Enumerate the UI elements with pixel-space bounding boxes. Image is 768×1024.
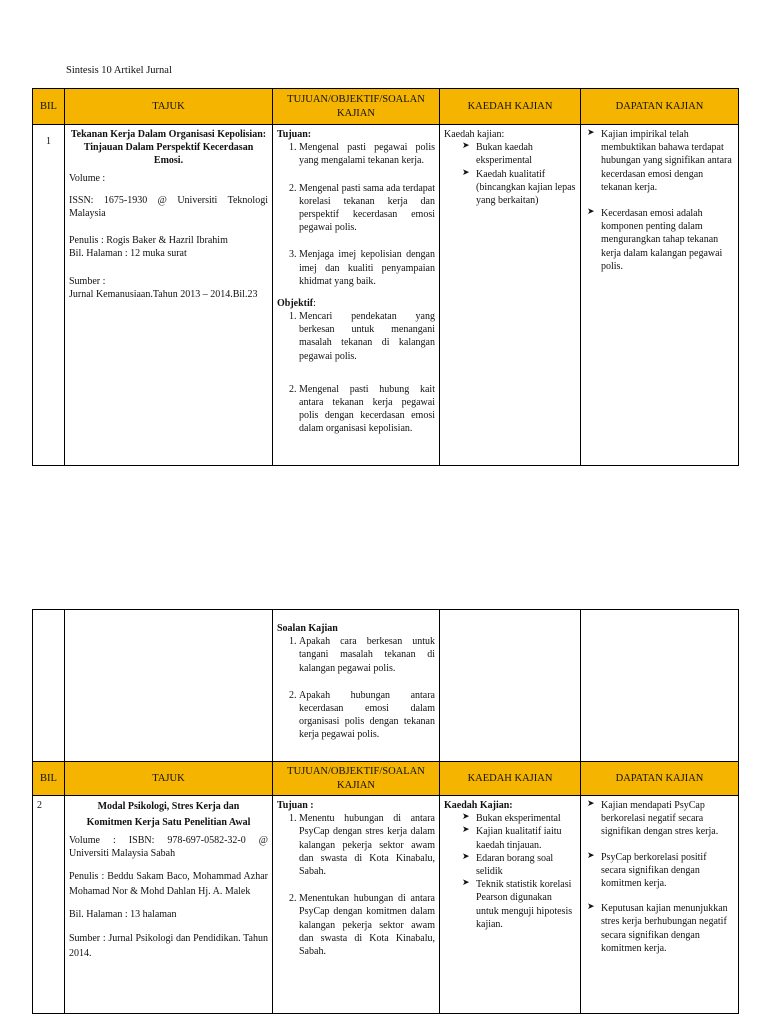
volume: Volume : ISBN: 978-697-0582-32-0 @ Universiti Malaysia Sabah <box>69 835 268 860</box>
sumber-label: Sumber : <box>69 275 106 287</box>
document-title: Sintesis 10 Artikel Jurnal <box>66 65 172 76</box>
header-tajuk: TAJUK <box>65 89 273 125</box>
list-item: ➤ Edaran borang soal selidik <box>462 851 554 877</box>
kaedah-list <box>444 141 576 207</box>
arrowhead-bullet-icon: ➤ <box>587 799 595 809</box>
list-item: 1. Menentu hubungan di antara PsyCap dengan stres kerja dalam kalangan pekerja sektor awam dan swasta di Kota Kinabalu, Sabah. <box>299 812 435 878</box>
list-item: 2. Mengenal pasti hubung kait antara tekanan kerja pegawai polis dengan kecerdasan emosi dalam organisasi kepolisian. <box>299 383 435 436</box>
penulis: Penulis : Beddu Sakam Baco, Mohammad Azhar Mohamad Nor & Mohd Dahlan Hj. A. Malek <box>69 871 268 898</box>
row-number <box>33 610 65 762</box>
halaman: Bil. Halaman : 13 halaman <box>69 909 177 921</box>
objektif-list <box>277 310 435 436</box>
list-item: 2. Menentukan hubungan di antara PsyCap dengan komitmen dalam kalangan pekerja sektor awam dan swasta di Kota Kinabalu, Sabah. <box>299 892 435 958</box>
dapatan-list <box>585 799 734 955</box>
soalan-cell <box>273 610 440 762</box>
tujuan-cell <box>273 796 440 1014</box>
soalan-label: Soalan Kajian <box>277 623 338 634</box>
list-item: 1. Mencari pendekatan yang berkesan untuk menangani masalah tekanan di kalangan pegawai polis. <box>299 310 435 363</box>
dapatan-cell <box>581 796 739 1014</box>
list-item: ➤ Teknik statistik korelasi Pearson digunakan untuk menguji hipotesis kajian. <box>462 878 573 930</box>
kaedah-label: Kaedah kajian: <box>444 129 505 140</box>
penulis: Penulis : Rogis Baker & Hazril Ibrahim <box>69 235 228 247</box>
list-item: 1. Mengenal pasti pegawai polis yang mengalami tekanan kerja. <box>299 141 435 167</box>
header-row <box>33 762 739 796</box>
sumber: Jurnal Kemanusiaan.Tahun 2013 – 2014.Bil.23 <box>69 288 258 300</box>
header-kaedah: KAEDAH KAJIAN <box>440 762 581 796</box>
header-row <box>33 89 739 125</box>
list-item: ➤ Kecerdasan emosi adalah komponen penting dalam mengurangkan tahap tekanan kerja dalam kalangan pegawai polis. <box>587 206 723 272</box>
issn: ISSN: 1675-1930 @ Universiti Teknologi Malaysia <box>69 194 268 219</box>
header-dapatan: DAPATAN KAJIAN <box>581 89 739 125</box>
list-item: ➤ Bukan eksperimental <box>462 812 561 825</box>
objektif-label: Objektif <box>277 297 314 309</box>
header-dapatan: DAPATAN KAJIAN <box>581 762 739 796</box>
synthesis-table-1 <box>32 88 739 466</box>
halaman: Bil. Halaman : 12 muka surat <box>69 248 187 260</box>
tajuk-cell <box>65 610 273 762</box>
tujuan-list <box>277 141 435 288</box>
arrowhead-bullet-icon: ➤ <box>462 825 470 836</box>
list-item: 1. Apakah cara berkesan untuk tangani masalah tekanan di kalangan pegawai polis. <box>299 635 435 675</box>
table-row <box>33 796 739 1014</box>
list-item: 2. Mengenal pasti sama ada terdapat korelasi tekanan kerja dan perspektif kecerdasan emosi pegawai polis. <box>299 182 435 235</box>
arrowhead-bullet-icon: ➤ <box>462 851 470 862</box>
list-item: ➤ Kajian kualitatif iaitu kaedah tinjauan. <box>462 825 562 851</box>
tajuk-cell <box>65 125 273 466</box>
tujuan-label: Tujuan : <box>277 800 314 811</box>
header-tujuan: TUJUAN/OBJEKTIF/SOALAN KAJIAN <box>273 89 440 125</box>
arrowhead-bullet-icon: ➤ <box>462 141 470 152</box>
header-tajuk: TAJUK <box>65 762 273 796</box>
synthesis-table-2 <box>32 609 739 1014</box>
kaedah-cell <box>440 796 581 1014</box>
article-title: Modal Psikologi, Stres Kerja dan Komitmen Kerja Satu Penelitian Awal <box>86 801 251 828</box>
list-item: ➤ Keputusan kajian menunjukkan stres kerja berhubungan negatif secara signifikan dengan komitmen kerja. <box>587 902 728 954</box>
list-item: ➤ Kajian impirikal telah membuktikan bahawa terdapat hubungan yang signifikan antara kecerdasan emosi dengan tekanan kerja. <box>587 128 732 193</box>
list-item: ➤ PsyCap berkorelasi positif secara signifikan dengan komitmen kerja. <box>587 850 707 889</box>
arrowhead-bullet-icon: ➤ <box>462 812 470 823</box>
list-item: ➤ Bukan kaedah eksperimental <box>462 141 533 167</box>
kaedah-cell <box>440 125 581 466</box>
row-number: 2 <box>33 796 65 1014</box>
article-title: Tekanan Kerja Dalam Organisasi Kepolisian: Tinjauan Dalam Perspektif Kecerdasan Emosi. <box>70 129 267 167</box>
table-row <box>33 125 739 466</box>
dapatan-list <box>585 128 734 273</box>
objektif-heading: Objektif: <box>277 297 316 309</box>
arrowhead-bullet-icon: ➤ <box>587 206 595 217</box>
arrowhead-bullet-icon: ➤ <box>587 850 595 861</box>
arrowhead-bullet-icon: ➤ <box>587 128 595 138</box>
tujuan-list <box>277 812 435 958</box>
header-kaedah: KAEDAH KAJIAN <box>440 89 581 125</box>
dapatan-cell <box>581 125 739 466</box>
list-item: 2. Apakah hubungan antara kecerdasan emosi dalam organisasi polis dengan tekanan kerja pegawai polis. <box>299 689 435 742</box>
row-number: 1 <box>33 125 65 466</box>
soalan-list <box>277 635 435 741</box>
tujuan-label: Tujuan: <box>277 129 312 140</box>
tajuk-cell <box>65 796 273 1014</box>
kaedah-label: Kaedah Kajian: <box>444 800 513 811</box>
arrowhead-bullet-icon: ➤ <box>587 902 595 913</box>
list-item: ➤ Kajian mendapati PsyCap berkorelasi negatif secara signifikan dengan stres kerja. <box>587 799 719 838</box>
list-item: ➤ Kaedah kualitatif (bincangkan kajian lepas yang berkaitan) <box>462 167 576 206</box>
header-bil: BIL <box>33 762 65 796</box>
tujuan-cell <box>273 125 440 466</box>
arrowhead-bullet-icon: ➤ <box>462 167 470 178</box>
dapatan-cell <box>581 610 739 762</box>
list-item: 3. Menjaga imej kepolisian dengan imej dan kualiti penyampaian khidmat yang baik. <box>299 248 435 288</box>
kaedah-cell <box>440 610 581 762</box>
header-bil: BIL <box>33 89 65 125</box>
table-row <box>33 610 739 762</box>
sumber: Sumber : Jurnal Psikologi dan Pendidikan. Tahun 2014. <box>69 932 268 959</box>
volume: Volume : <box>69 172 106 184</box>
kaedah-list <box>444 812 576 931</box>
header-tujuan: TUJUAN/OBJEKTIF/SOALAN KAJIAN <box>273 762 440 796</box>
arrowhead-bullet-icon: ➤ <box>462 878 470 889</box>
